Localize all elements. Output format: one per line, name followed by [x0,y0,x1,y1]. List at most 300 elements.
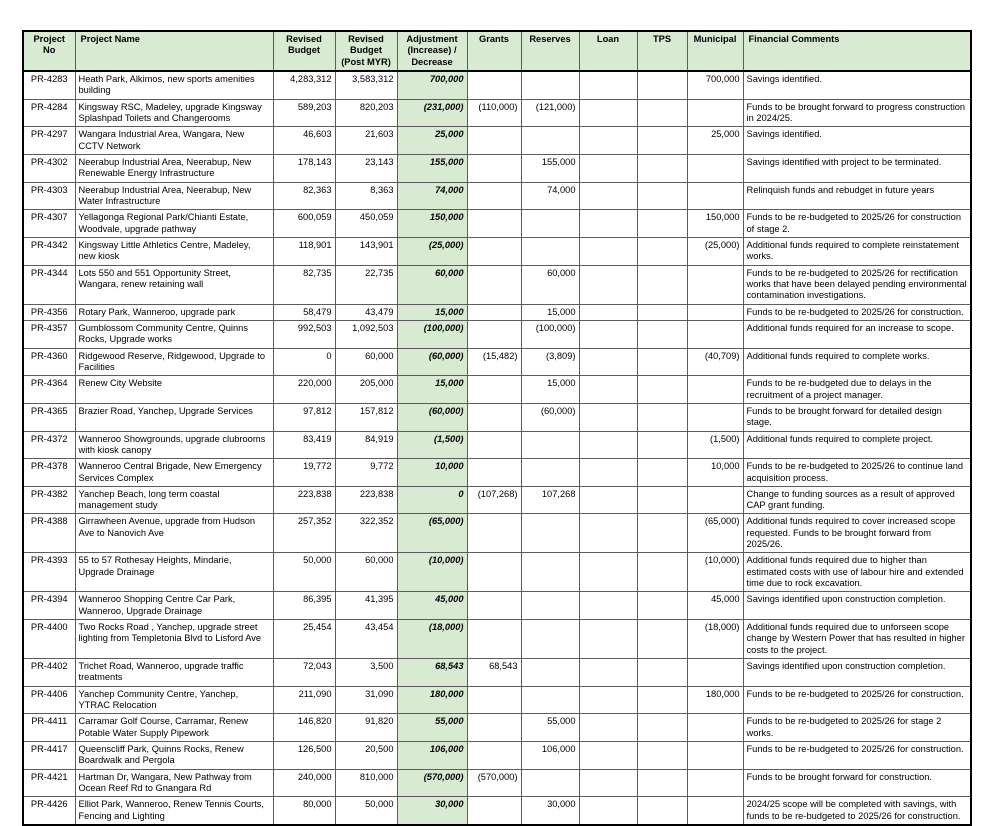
cell-revised-budget-post-myr: 50,000 [335,797,397,825]
cell-reserves: 15,000 [521,376,579,404]
table-row[interactable] [23,376,971,404]
cell-municipal: 150,000 [687,210,743,238]
cell-revised-budget-post-myr: 450,059 [335,210,397,238]
cell-revised-budget: 126,500 [273,742,335,770]
table-row[interactable] [23,592,971,620]
table-row[interactable] [23,403,971,431]
cell-reserves [521,553,579,592]
cell-revised-budget: 178,143 [273,154,335,182]
cell-reserves [521,127,579,155]
cell-municipal: (1,500) [687,431,743,459]
cell-project-no: PR-4344 [23,265,75,304]
cell-comments: Relinquish funds and rebudget in future years [743,182,971,210]
cell-reserves: 107,268 [521,486,579,514]
cell-municipal: (25,000) [687,237,743,265]
table-row[interactable] [23,797,971,825]
cell-comments: Funds to be re-budgeted to 2025/26 for stage 2 works. [743,714,971,742]
cell-adjustment: 68,543 [397,659,467,687]
table-row[interactable] [23,320,971,348]
cell-municipal: (18,000) [687,620,743,659]
cell-project-name: Neerabup Industrial Area, Neerabup, New Renewable Energy Infrastructure [75,154,273,182]
cell-reserves [521,459,579,487]
cell-revised-budget: 0 [273,348,335,376]
cell-project-name: Yellagonga Regional Park/Chianti Estate, Woodvale, upgrade pathway [75,210,273,238]
cell-grants [467,620,521,659]
cell-adjustment: 155,000 [397,154,467,182]
cell-revised-budget-post-myr: 31,090 [335,686,397,714]
cell-project-no: PR-4406 [23,686,75,714]
cell-grants [467,182,521,210]
cell-project-name: 55 to 57 Rothesay Heights, Mindarie, Upgrade Drainage [75,553,273,592]
cell-revised-budget-post-myr: 43,479 [335,304,397,320]
cell-loan [579,459,637,487]
cell-loan [579,714,637,742]
cell-revised-budget: 992,503 [273,320,335,348]
cell-loan [579,742,637,770]
cell-project-name: Kingsway RSC, Madeley, upgrade Kingsway Splashpad Toilets and Changerooms [75,99,273,127]
cell-comments: Savings identified upon construction completion. [743,592,971,620]
cell-municipal [687,265,743,304]
cell-grants [467,459,521,487]
cell-revised-budget-post-myr: 223,838 [335,486,397,514]
cell-revised-budget-post-myr: 23,143 [335,154,397,182]
cell-comments: Additional funds required to complete project. [743,431,971,459]
cell-project-no: PR-4360 [23,348,75,376]
cell-reserves: (100,000) [521,320,579,348]
table-row[interactable] [23,348,971,376]
cell-municipal: (10,000) [687,553,743,592]
cell-project-no: PR-4421 [23,769,75,797]
cell-project-no: PR-4302 [23,154,75,182]
table-row[interactable] [23,431,971,459]
cell-reserves [521,592,579,620]
cell-adjustment: 55,000 [397,714,467,742]
cell-project-name: Wanneroo Shopping Centre Car Park, Wanneroo, Upgrade Drainage [75,592,273,620]
cell-revised-budget: 211,090 [273,686,335,714]
cell-project-name: Carramar Golf Course, Carramar, Renew Potable Water Supply Pipework [75,714,273,742]
cell-project-no: PR-4364 [23,376,75,404]
cell-project-name: Heath Park, Alkimos, new sports amenities building [75,71,273,99]
cell-project-name: Kingsway Little Athletics Centre, Madeley, new kiosk [75,237,273,265]
cell-tps [637,348,687,376]
cell-comments: Funds to be brought forward for construction. [743,769,971,797]
cell-revised-budget-post-myr: 60,000 [335,553,397,592]
cell-project-no: PR-4283 [23,71,75,99]
cell-project-name: Girrawheen Avenue, upgrade from Hudson Ave to Nanovich Ave [75,514,273,553]
cell-reserves [521,514,579,553]
table-row[interactable] [23,514,971,553]
cell-tps [637,659,687,687]
cell-municipal: (65,000) [687,514,743,553]
cell-reserves: (60,000) [521,403,579,431]
cell-comments: Funds to be re-budgeted to 2025/26 for construction. [743,686,971,714]
cell-municipal: 700,000 [687,71,743,99]
capital-works-budget-table [22,30,972,826]
cell-project-no: PR-4426 [23,797,75,825]
cell-grants: (15,482) [467,348,521,376]
table-header-row [23,31,971,71]
table-row[interactable] [23,182,971,210]
cell-reserves: 74,000 [521,182,579,210]
cell-project-no: PR-4303 [23,182,75,210]
cell-municipal [687,797,743,825]
cell-grants [467,742,521,770]
cell-revised-budget-post-myr: 322,352 [335,514,397,553]
table-row[interactable] [23,714,971,742]
table-row[interactable] [23,99,971,127]
cell-adjustment: 106,000 [397,742,467,770]
cell-reserves [521,210,579,238]
cell-loan [579,182,637,210]
cell-adjustment: (231,000) [397,99,467,127]
column-header-comments[interactable]: Financial Comments [743,31,971,71]
cell-project-no: PR-4388 [23,514,75,553]
cell-comments: Funds to be re-budgeted to 2025/26 for construction of stage 2. [743,210,971,238]
cell-revised-budget: 589,203 [273,99,335,127]
table-row[interactable] [23,769,971,797]
cell-tps [637,742,687,770]
table-row[interactable] [23,620,971,659]
cell-reserves [521,769,579,797]
cell-comments: Savings identified upon construction completion. [743,659,971,687]
cell-tps [637,304,687,320]
table-row[interactable] [23,486,971,514]
cell-revised-budget-post-myr: 60,000 [335,348,397,376]
cell-loan [579,431,637,459]
cell-tps [637,182,687,210]
column-header-municipal[interactable]: Municipal [687,31,743,71]
cell-project-no: PR-4372 [23,431,75,459]
cell-revised-budget-post-myr: 205,000 [335,376,397,404]
table-row[interactable] [23,265,971,304]
cell-municipal: 45,000 [687,592,743,620]
cell-tps [637,620,687,659]
cell-project-no: PR-4365 [23,403,75,431]
cell-tps [637,154,687,182]
cell-project-no: PR-4378 [23,459,75,487]
cell-project-no: PR-4402 [23,659,75,687]
cell-grants: (107,268) [467,486,521,514]
cell-grants [467,71,521,99]
cell-project-no: PR-4307 [23,210,75,238]
cell-municipal [687,304,743,320]
table-row[interactable] [23,459,971,487]
cell-revised-budget: 97,812 [273,403,335,431]
cell-project-no: PR-4417 [23,742,75,770]
cell-tps [637,769,687,797]
cell-revised-budget: 25,454 [273,620,335,659]
cell-loan [579,797,637,825]
cell-comments: Additional funds required due to unforseen scope change by Western Power that has resulted in higher costs to the project. [743,620,971,659]
cell-comments: Funds to be brought forward to progress construction in 2024/25. [743,99,971,127]
cell-comments: Funds to be re-budgeted to 2025/26 for construction. [743,304,971,320]
cell-project-name: Brazier Road, Yanchep, Upgrade Services [75,403,273,431]
cell-adjustment: (60,000) [397,403,467,431]
cell-tps [637,71,687,99]
cell-tps [637,237,687,265]
cell-project-no: PR-4297 [23,127,75,155]
cell-project-name: Yanchep Beach, long term coastal management study [75,486,273,514]
cell-grants [467,127,521,155]
cell-municipal [687,99,743,127]
cell-loan [579,486,637,514]
cell-grants [467,714,521,742]
cell-project-no: PR-4411 [23,714,75,742]
cell-municipal [687,659,743,687]
cell-comments: Savings identified. [743,71,971,99]
cell-project-name: Renew City Website [75,376,273,404]
cell-revised-budget-post-myr: 1,092,503 [335,320,397,348]
cell-revised-budget-post-myr: 41,395 [335,592,397,620]
cell-revised-budget-post-myr: 157,812 [335,403,397,431]
cell-loan [579,592,637,620]
cell-municipal: 180,000 [687,686,743,714]
cell-revised-budget: 58,479 [273,304,335,320]
cell-project-no: PR-4284 [23,99,75,127]
cell-tps [637,431,687,459]
column-header-project-name[interactable]: Project Name [75,31,273,71]
cell-adjustment: (10,000) [397,553,467,592]
cell-adjustment: 180,000 [397,686,467,714]
cell-revised-budget: 19,772 [273,459,335,487]
cell-revised-budget: 146,820 [273,714,335,742]
cell-revised-budget: 600,059 [273,210,335,238]
table-row[interactable] [23,71,971,99]
cell-municipal: 10,000 [687,459,743,487]
cell-loan [579,376,637,404]
table-row[interactable] [23,237,971,265]
cell-adjustment: 45,000 [397,592,467,620]
column-header-project-no[interactable]: Project No [23,31,75,71]
cell-tps [637,592,687,620]
cell-reserves: 155,000 [521,154,579,182]
cell-municipal [687,376,743,404]
cell-comments: Savings identified with project to be terminated. [743,154,971,182]
cell-loan [579,403,637,431]
cell-comments: Funds to be re-budgeted to 2025/26 for construction. [743,742,971,770]
cell-project-name: Ridgewood Reserve, Ridgewood, Upgrade to Facilities [75,348,273,376]
cell-loan [579,620,637,659]
column-header-loan[interactable]: Loan [579,31,637,71]
cell-reserves: 55,000 [521,714,579,742]
cell-project-no: PR-4356 [23,304,75,320]
cell-tps [637,210,687,238]
cell-reserves: 60,000 [521,265,579,304]
cell-project-name: Neerabup Industrial Area, Neerabup, New Water Infrastructure [75,182,273,210]
cell-comments: Additional funds required for an increase to scope. [743,320,971,348]
cell-adjustment: 30,000 [397,797,467,825]
cell-adjustment: 10,000 [397,459,467,487]
cell-grants [467,376,521,404]
cell-grants [467,686,521,714]
cell-adjustment: (65,000) [397,514,467,553]
column-header-revised-budget-post-myr[interactable]: Revised Budget (Post MYR) [335,31,397,71]
cell-revised-budget-post-myr: 20,500 [335,742,397,770]
cell-reserves [521,237,579,265]
cell-reserves: (3,809) [521,348,579,376]
cell-tps [637,686,687,714]
cell-revised-budget-post-myr: 3,583,312 [335,71,397,99]
cell-loan [579,127,637,155]
cell-revised-budget-post-myr: 143,901 [335,237,397,265]
table-body [23,71,971,825]
cell-tps [637,514,687,553]
cell-loan [579,348,637,376]
cell-reserves [521,686,579,714]
cell-revised-budget: 86,395 [273,592,335,620]
cell-revised-budget-post-myr: 84,919 [335,431,397,459]
cell-revised-budget-post-myr: 820,203 [335,99,397,127]
table-row[interactable] [23,553,971,592]
cell-revised-budget: 223,838 [273,486,335,514]
cell-grants [467,237,521,265]
column-header-tps[interactable]: TPS [637,31,687,71]
cell-project-no: PR-4357 [23,320,75,348]
budget-table-sheet [22,30,970,826]
table-row[interactable] [23,127,971,155]
cell-loan [579,237,637,265]
cell-project-no: PR-4400 [23,620,75,659]
cell-project-no: PR-4394 [23,592,75,620]
cell-tps [637,99,687,127]
cell-comments: Change to funding sources as a result of approved CAP grant funding. [743,486,971,514]
cell-project-name: Trichet Road, Wanneroo, upgrade traffic treatments [75,659,273,687]
cell-revised-budget: 82,735 [273,265,335,304]
column-header-adjustment[interactable]: Adjustment (Increase) / Decrease [397,31,467,71]
cell-grants: (110,000) [467,99,521,127]
cell-loan [579,71,637,99]
cell-adjustment: 0 [397,486,467,514]
cell-loan [579,514,637,553]
cell-project-name: Wanneroo Showgrounds, upgrade clubrooms with kiosk canopy [75,431,273,459]
column-header-grants[interactable]: Grants [467,31,521,71]
cell-tps [637,320,687,348]
cell-project-name: Wangara Industrial Area, Wangara, New CCTV Network [75,127,273,155]
table-row[interactable] [23,210,971,238]
cell-project-name: Elliot Park, Wanneroo, Renew Tennis Courts, Fencing and Lighting [75,797,273,825]
cell-loan [579,154,637,182]
cell-grants [467,553,521,592]
cell-tps [637,127,687,155]
cell-comments: 2024/25 scope will be completed with savings, with funds to be re-budgeted to 2025/26 for construction. [743,797,971,825]
cell-adjustment: (570,000) [397,769,467,797]
cell-adjustment: 15,000 [397,376,467,404]
cell-loan [579,320,637,348]
cell-grants: (570,000) [467,769,521,797]
cell-loan [579,553,637,592]
cell-grants [467,320,521,348]
cell-reserves [521,71,579,99]
cell-tps [637,403,687,431]
table-row[interactable] [23,659,971,687]
table-header [23,31,971,71]
column-header-reserves[interactable]: Reserves [521,31,579,71]
cell-loan [579,304,637,320]
cell-municipal [687,714,743,742]
cell-reserves [521,620,579,659]
cell-revised-budget-post-myr: 3,500 [335,659,397,687]
cell-adjustment: (60,000) [397,348,467,376]
cell-tps [637,553,687,592]
cell-adjustment: 700,000 [397,71,467,99]
cell-grants [467,265,521,304]
cell-adjustment: 74,000 [397,182,467,210]
cell-revised-budget-post-myr: 43,454 [335,620,397,659]
cell-project-name: Yanchep Community Centre, Yanchep, YTRAC Relocation [75,686,273,714]
cell-municipal: 25,000 [687,127,743,155]
cell-project-name: Queenscliff Park, Quinns Rocks, Renew Boardwalk and Pergola [75,742,273,770]
cell-revised-budget-post-myr: 91,820 [335,714,397,742]
cell-comments: Funds to be re-budgeted to 2025/26 to continue land acquisition process. [743,459,971,487]
cell-adjustment: (18,000) [397,620,467,659]
cell-grants [467,592,521,620]
cell-adjustment: 15,000 [397,304,467,320]
cell-grants [467,403,521,431]
cell-revised-budget-post-myr: 810,000 [335,769,397,797]
cell-revised-budget: 72,043 [273,659,335,687]
cell-tps [637,265,687,304]
cell-project-no: PR-4382 [23,486,75,514]
cell-grants [467,797,521,825]
cell-adjustment: (25,000) [397,237,467,265]
cell-loan [579,686,637,714]
cell-reserves [521,659,579,687]
cell-adjustment: (100,000) [397,320,467,348]
cell-municipal [687,182,743,210]
cell-adjustment: 25,000 [397,127,467,155]
cell-comments: Funds to be re-budgeted due to delays in the recruitment of a project manager. [743,376,971,404]
cell-reserves: (121,000) [521,99,579,127]
cell-tps [637,714,687,742]
cell-municipal [687,154,743,182]
cell-comments: Funds to be brought forward for detailed design stage. [743,403,971,431]
cell-revised-budget-post-myr: 9,772 [335,459,397,487]
cell-reserves: 106,000 [521,742,579,770]
cell-adjustment: 60,000 [397,265,467,304]
cell-revised-budget: 83,419 [273,431,335,459]
cell-loan [579,769,637,797]
column-header-revised-budget[interactable]: Revised Budget [273,31,335,71]
table-row[interactable] [23,686,971,714]
cell-tps [637,486,687,514]
cell-municipal [687,742,743,770]
cell-loan [579,210,637,238]
cell-loan [579,99,637,127]
table-row[interactable] [23,154,971,182]
cell-municipal [687,403,743,431]
cell-municipal [687,320,743,348]
cell-municipal [687,769,743,797]
cell-project-no: PR-4393 [23,553,75,592]
cell-municipal [687,486,743,514]
cell-revised-budget: 240,000 [273,769,335,797]
cell-project-name: Two Rocks Road , Yanchep, upgrade street lighting from Templetonia Blvd to Lisford Ave [75,620,273,659]
table-row[interactable] [23,304,971,320]
cell-revised-budget: 257,352 [273,514,335,553]
cell-comments: Additional funds required to complete works. [743,348,971,376]
cell-grants [467,210,521,238]
cell-comments: Savings identified. [743,127,971,155]
cell-revised-budget-post-myr: 21,603 [335,127,397,155]
cell-loan [579,659,637,687]
table-row[interactable] [23,742,971,770]
cell-grants [467,514,521,553]
cell-loan [579,265,637,304]
cell-comments: Additional funds required to complete reinstatement works. [743,237,971,265]
cell-municipal: (40,709) [687,348,743,376]
cell-revised-budget: 118,901 [273,237,335,265]
cell-reserves: 15,000 [521,304,579,320]
